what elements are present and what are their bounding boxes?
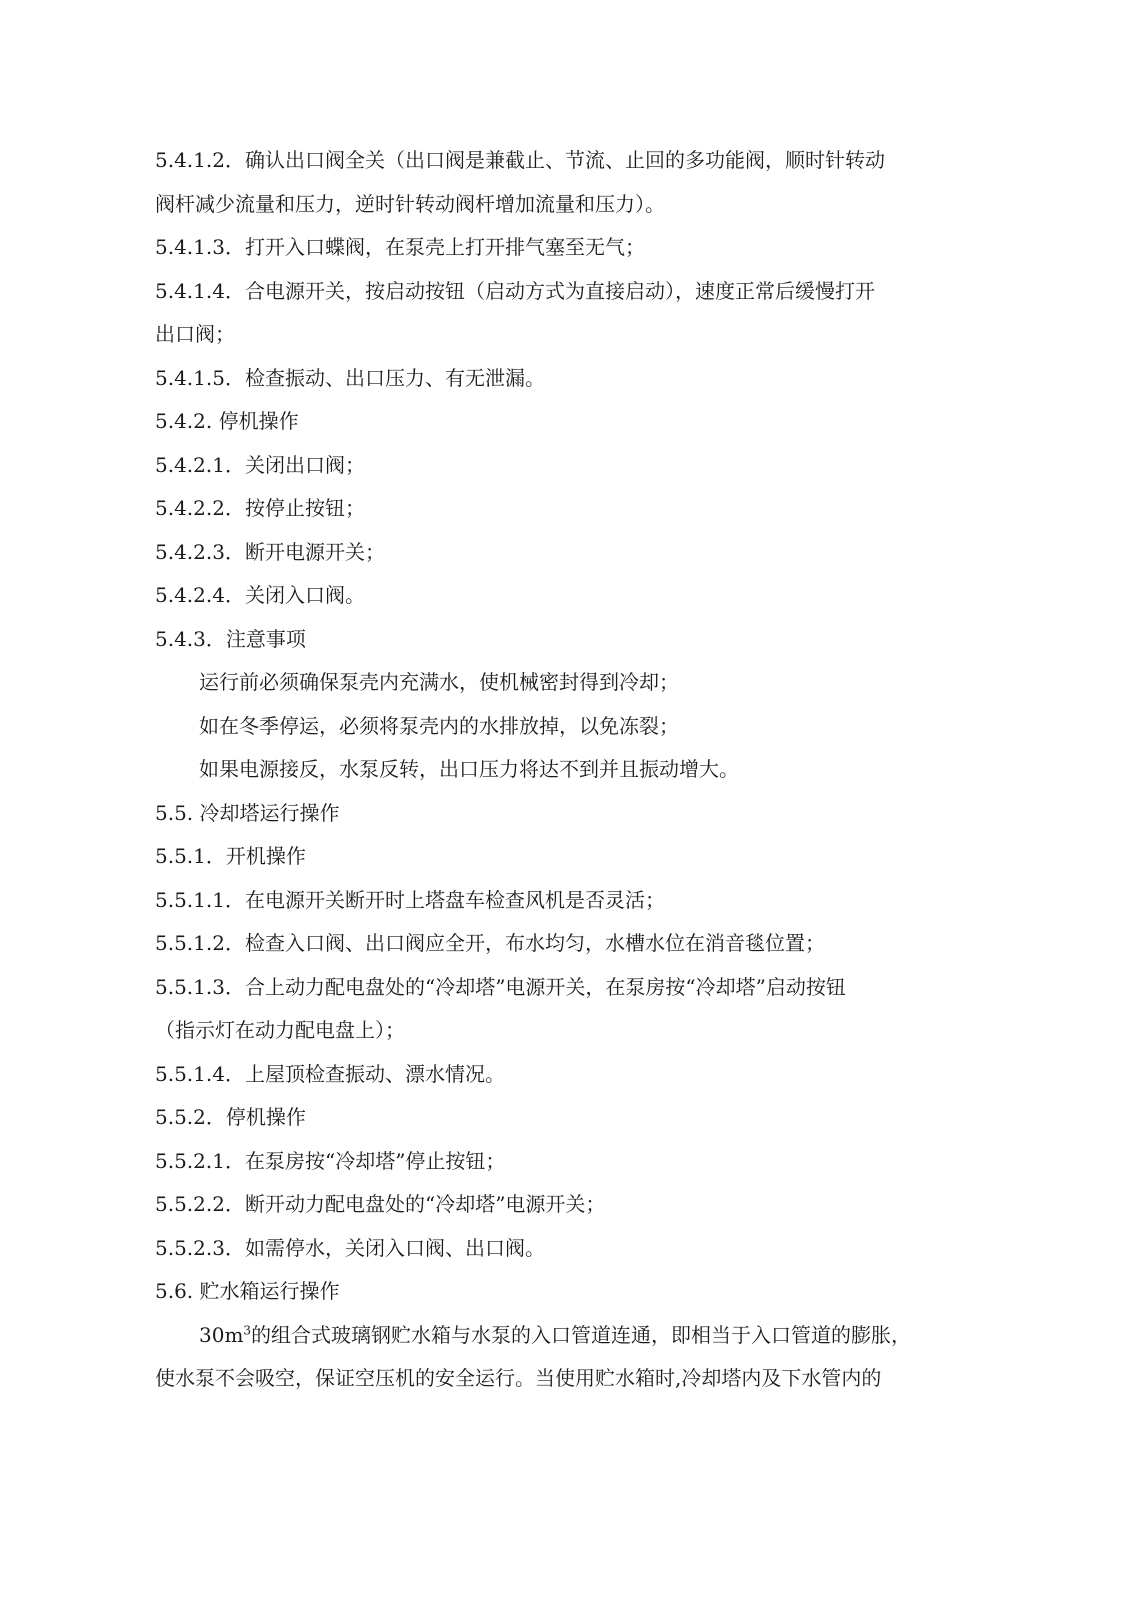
text-line: 5.4.2.1．关闭出口阀；	[155, 452, 365, 477]
section-heading: 5.4.2. 停机操作	[155, 409, 299, 433]
text-line: 5.4.2.2．按停止按钮；	[155, 496, 365, 520]
superscript: 3	[243, 1322, 252, 1337]
paragraph-line	[155, 1314, 975, 1358]
note-line: 如在冬季停运，必须将泵壳内的水排放掉，以免冻裂；	[199, 713, 679, 738]
text-line: 5.5.1.2．检查入口阀、出口阀应全开，布水均匀，水槽水位在消音毯位置；	[155, 931, 825, 955]
text-line: 5.4.1.3．打开入口蝶阀，在泵壳上打开排气塞至无气；	[155, 235, 645, 259]
text-line: 5.4.1.2．确认出口阀全关（出口阀是兼截止、节流、止回的多功能阀，顺时针转动	[155, 148, 885, 172]
volume-value: 30m	[199, 1322, 244, 1347]
text-line: 5.5.2.2．断开动力配电盘处的“冷却塔”电源开关；	[155, 1192, 606, 1216]
paragraph-text: 的组合式玻璃钢贮水箱与水泵的入口管道连通，即相当于入口管道的膨胀，	[251, 1322, 912, 1347]
text-line: 出口阀；	[155, 322, 235, 346]
section-heading: 5.4.3．注意事项	[155, 626, 306, 651]
section-heading: 5.5. 冷却塔运行操作	[155, 800, 340, 825]
section-heading: 5.6. 贮水箱运行操作	[155, 1279, 340, 1303]
text-line: （指示灯在动力配电盘上）；	[155, 1018, 405, 1042]
text-line: 5.5.2.3．如需停水，关闭入口阀、出口阀。	[155, 1235, 545, 1260]
text-line: 5.5.1.4．上屋顶检查振动、漂水情况。	[155, 1061, 505, 1086]
text-line: 5.5.1.1．在电源开关断开时上塔盘车检查风机是否灵活；	[155, 887, 665, 912]
text-line: 5.4.2.3．断开电源开关；	[155, 539, 385, 564]
paragraph-line: 使水泵不会吸空，保证空压机的安全运行。当使用贮水箱时,冷却塔内及下水管内的	[155, 1366, 882, 1390]
note-line: 如果电源接反，水泵反转，出口压力将达不到并且振动增大。	[199, 757, 739, 781]
text-line: 5.4.2.4．关闭入口阀。	[155, 583, 365, 607]
section-heading: 5.5.2．停机操作	[155, 1105, 306, 1129]
note-line: 运行前必须确保泵壳内充满水，使机械密封得到冷却；	[199, 670, 679, 694]
section-heading: 5.5.1．开机操作	[155, 844, 306, 868]
text-line: 阀杆减少流量和压力，逆时针转动阀杆增加流量和压力）。	[155, 191, 665, 216]
text-line: 5.5.2.1．在泵房按“冷却塔”停止按钮；	[155, 1148, 506, 1173]
text-line: 5.4.1.5．检查振动、出口压力、有无泄漏。	[155, 365, 545, 390]
text-line: 5.4.1.4．合电源开关，按启动按钮（启动方式为直接启动），速度正常后缓慢打开	[155, 278, 875, 303]
text-line: 5.5.1.3．合上动力配电盘处的“冷却塔”电源开关，在泵房按“冷却塔”启动按钮	[155, 974, 846, 999]
document-body	[155, 139, 975, 1401]
